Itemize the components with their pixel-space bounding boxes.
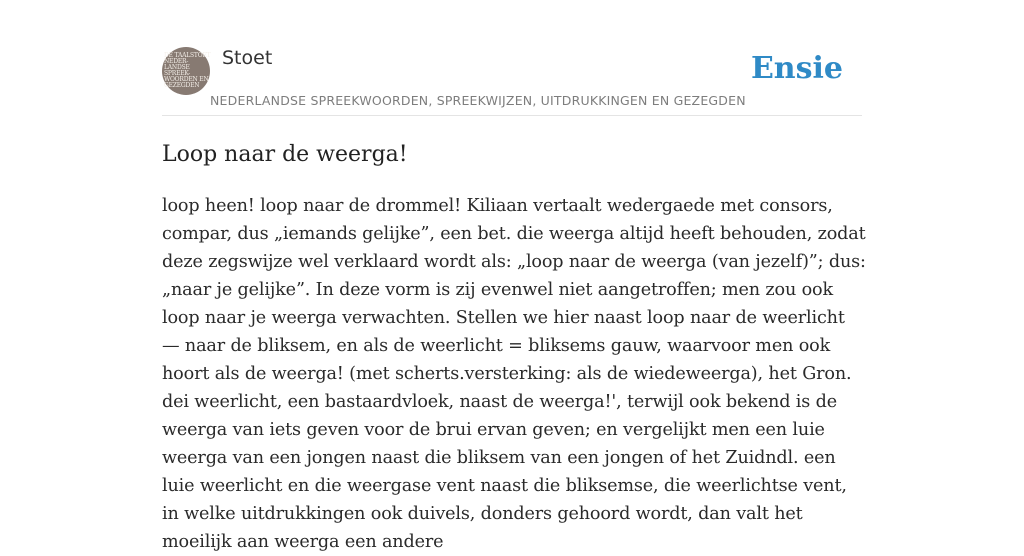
site-header: [162, 46, 862, 116]
brand-logo-link[interactable]: Ensie: [750, 51, 843, 86]
author-name[interactable]: Stoet: [222, 47, 273, 69]
entry-title: Loop naar de weerga!: [162, 142, 408, 167]
author-avatar[interactable]: [162, 47, 210, 95]
source-subtitle: NEDERLANDSE SPREEKWOORDEN, SPREEKWIJZEN, UITDRUKKINGEN EN GEZEGDEN: [210, 93, 746, 108]
avatar-label: DE TAALSTOET NEDER- LANDSE SPREEK- WOORDEN EN GEZEGDEN: [164, 52, 211, 89]
header-divider: [162, 115, 862, 116]
entry-body: loop heen! loop naar de drommel! Kiliaan vertaalt wedergaede met consors, compar, dus „iemands gelijke”, een bet. die weerga altijd heeft behouden, zodat deze zegswijze wel verklaard wordt als: „loop naar de weerga (van jezelf)”; dus: „naar je gelijke”. In deze vorm is zij evenwel niet aangetroffen; men zou ook loop naar je weerga verwachten. Stellen we hier naast loop naar de weerlicht — naar de bliksem, en als de weerlicht = bliksems gauw, waarvoor men ook hoort als de weerga! (met scherts.versterking: als de wiedeweerga), het Gron. dei weerlicht, een bastaardvloek, naast de weerga!', terwijl ook bekend is de weerga van iets geven voor de brui ervan geven; en vergelijkt men een luie weerga van een jongen naast die bliksem van een jongen of het Zuidndl. een luie weerlicht en die weergase vent naast die bliksemse, die weerlichtse vent, in welke uitdrukkingen ook duivels, donders gehoord wordt, dan valt het moeilijk aan weerga een andere: [162, 196, 866, 552]
